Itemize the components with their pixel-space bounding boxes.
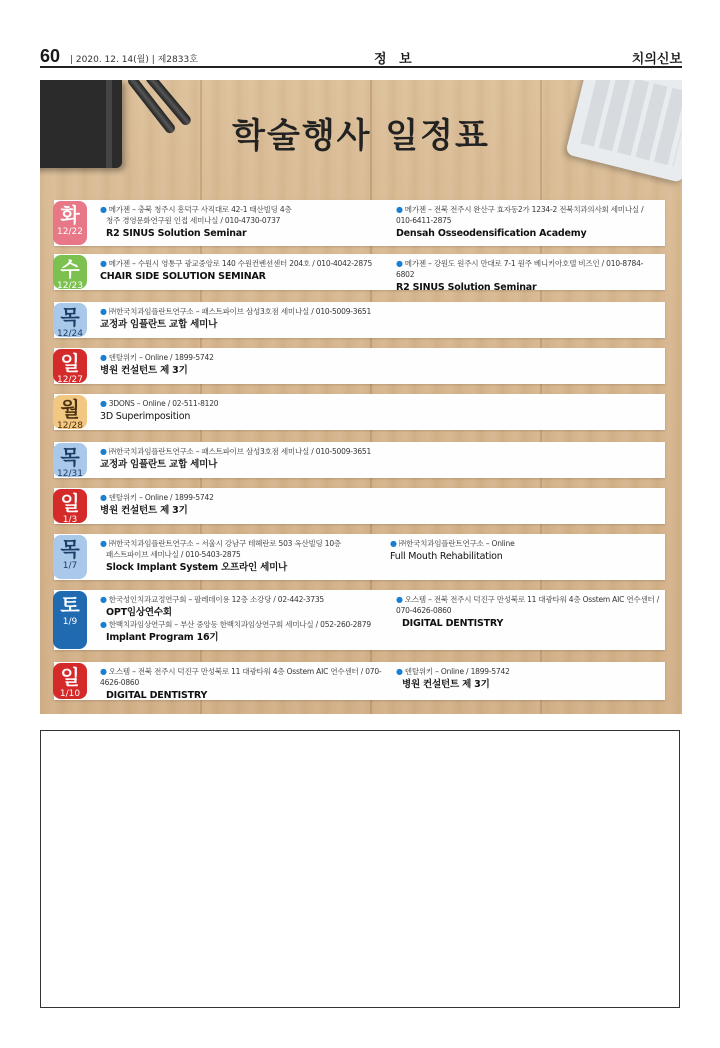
event-info: 덴탈위키 – Online / 1899-5742 bbox=[108, 493, 214, 502]
weekday: 목 bbox=[60, 445, 80, 469]
date: 12/23 bbox=[57, 281, 83, 291]
event-title: DIGITAL DENTISTRY bbox=[402, 618, 504, 629]
schedule-row bbox=[54, 662, 665, 700]
date: 1/10 bbox=[59, 689, 81, 699]
day-badge bbox=[53, 303, 87, 337]
day-badge bbox=[53, 255, 87, 289]
event: ● ㈜한국치과임플란트연구소 – Online Full Mouth Rehabilitation bbox=[390, 538, 655, 563]
weekday: 월 bbox=[60, 397, 80, 421]
event-title: CHAIR SIDE SOLUTION SEMINAR bbox=[100, 271, 266, 282]
event-info: 한백치과임상연구회 – 부산 중앙동 한백치과임상연구회 세미나실 / 052-260-2879 bbox=[108, 620, 371, 629]
event: ● 한국성인치과교정연구회 – 팔레데이용 12층 소강당 / 02-442-3735 OPT임상연수회 ● 한백치과임상연구회 – 부산 중앙동 한백치과임상연구회 세미나실 / 052-260-2879 Implant Program 16기 bbox=[100, 594, 390, 644]
schedule-row bbox=[54, 534, 665, 580]
schedule-row bbox=[54, 254, 665, 293]
event-title: Full Mouth Rehabilitation bbox=[390, 551, 503, 562]
event-title: 3D Superimposition bbox=[100, 411, 191, 422]
event-info: 메가젠 – 수원시 영통구 광교중앙로 140 수원컨벤션센터 204호 / 010-4042-2875 bbox=[108, 259, 373, 268]
day-badge bbox=[53, 349, 87, 383]
event-info: ㈜한국치과임플란트연구소 – 서울시 강남구 테헤란로 503 옥산빌딩 10층 bbox=[108, 539, 341, 548]
day-badge bbox=[53, 443, 87, 477]
page-header bbox=[40, 46, 682, 68]
weekday: 일 bbox=[60, 665, 80, 689]
event-title: 교정과 임플란트 교합 세미나 bbox=[100, 319, 218, 330]
event-info-2: 청주 경영문화연구원 인접 세미나실 / 010-4730-0737 bbox=[106, 216, 281, 225]
day-badge bbox=[53, 489, 87, 523]
empty-ad-frame bbox=[40, 730, 680, 1008]
event: ● ㈜한국치과임플란트연구소 – 서울시 강남구 테헤란로 503 옥산빌딩 10층 패스트파이브 세미나실 / 010-5403-2875 Slock Implant System 오프라인 세미나 bbox=[100, 538, 390, 574]
weekday: 일 bbox=[60, 351, 80, 375]
event-info: ㈜한국치과임플란트연구소 – 패스트파이브 삼성3호점 세미나실 / 010-5009-3651 bbox=[108, 447, 372, 456]
weekday: 일 bbox=[60, 491, 80, 515]
publication-name: 치의신보 bbox=[631, 52, 682, 67]
weekday: 수 bbox=[60, 257, 80, 281]
event: ● ㈜한국치과임플란트연구소 – 패스트파이브 삼성3호점 세미나실 / 010-5009-3651 교정과 임플란트 교합 세미나 bbox=[100, 446, 500, 471]
date: 1/7 bbox=[62, 561, 78, 571]
event-info: ㈜한국치과임플란트연구소 – 패스트파이브 삼성3호점 세미나실 / 010-5009-3651 bbox=[108, 307, 372, 316]
event-title: 병원 컨설턴트 제 3기 bbox=[402, 679, 490, 690]
day-badge bbox=[53, 663, 87, 699]
event-title: 병원 컨설턴트 제 3기 bbox=[100, 365, 188, 376]
event-title: R2 SINUS Solution Seminar bbox=[106, 228, 247, 239]
event: ● 3DONS – Online / 02-511-8120 3D Superimposition bbox=[100, 398, 390, 423]
day-badge bbox=[53, 201, 87, 245]
event-info: 3DONS – Online / 02-511-8120 bbox=[108, 399, 219, 408]
day-badge bbox=[53, 395, 87, 429]
issue-meta: | 2020. 12. 14(월) | 제2833호 bbox=[70, 55, 198, 65]
event-title: OPT임상연수회 bbox=[106, 607, 172, 618]
event: ● 메가젠 – 강원도 원주시 만대로 7-1 원주 베니키아호텔 비즈인 / 010-8784-6802 R2 SINUS Solution Seminar bbox=[396, 258, 661, 294]
schedule-row bbox=[54, 442, 665, 478]
event-title: DIGITAL DENTISTRY bbox=[106, 690, 208, 701]
event: ● 덴탈위키 – Online / 1899-5742 병원 컨설턴트 제 3기 bbox=[100, 352, 390, 377]
event-info-2: 패스트파이브 세미나실 / 010-5403-2875 bbox=[106, 550, 241, 559]
date: 12/31 bbox=[57, 469, 83, 479]
weekday: 목 bbox=[60, 537, 80, 561]
event-info: 덴탈위키 – Online / 1899-5742 bbox=[404, 667, 510, 676]
event-info: 오스템 – 전북 전주시 덕진구 만성북로 11 대광타워 4층 Osstem AIC 연수센터 / 070-4626-0860 bbox=[100, 667, 382, 687]
event-info: 오스템 – 전북 전주시 덕진구 만성북로 11 대광타워 4층 Osstem AIC 연수센터 / 070-4626-0860 bbox=[396, 595, 660, 615]
page-number: 60 bbox=[40, 46, 61, 66]
event-title: 교정과 임플란트 교합 세미나 bbox=[100, 459, 218, 470]
event-title: Implant Program 16기 bbox=[106, 632, 219, 643]
event-title: Densah Osseodensification Academy bbox=[396, 228, 587, 239]
schedule-row bbox=[54, 348, 665, 384]
event: ● ㈜한국치과임플란트연구소 – 패스트파이브 삼성3호점 세미나실 / 010-5009-3651 교정과 임플란트 교합 세미나 bbox=[100, 306, 500, 331]
day-badge bbox=[53, 591, 87, 649]
date: 12/27 bbox=[57, 375, 83, 385]
schedule-row bbox=[54, 302, 665, 338]
event: ● 오스템 – 전북 전주시 덕진구 만성북로 11 대광타워 4층 Osstem AIC 연수센터 / 070-4626-0860 DIGITAL DENTISTRY bbox=[100, 666, 390, 702]
event-title: R2 SINUS Solution Seminar bbox=[396, 282, 537, 293]
event-info: 메가젠 – 전북 전주시 완산구 효자동2가 1234-2 전북치과의사회 세미나실 / 010-6411-2875 bbox=[396, 205, 644, 225]
event: ● 덴탈위키 – Online / 1899-5742 병원 컨설턴트 제 3기 bbox=[396, 666, 661, 691]
event-info: 덴탈위키 – Online / 1899-5742 bbox=[108, 353, 214, 362]
event: ● 메가젠 – 수원시 영통구 광교중앙로 140 수원컨벤션센터 204호 / 010-4042-2875 CHAIR SIDE SOLUTION SEMINAR bbox=[100, 258, 390, 283]
event-info: ㈜한국치과임플란트연구소 – Online bbox=[398, 539, 515, 548]
event-info: 메가젠 – 충북 청주시 흥덕구 사직대로 42-1 태산빌딩 4층 bbox=[108, 205, 292, 214]
schedule-row bbox=[54, 590, 665, 650]
date: 12/24 bbox=[57, 329, 83, 339]
section-title: 정 보 bbox=[374, 52, 416, 67]
event: ● 덴탈위키 – Online / 1899-5742 병원 컨설턴트 제 3기 bbox=[100, 492, 390, 517]
schedule-board bbox=[40, 80, 682, 714]
board-title: 학술행사 일정표 bbox=[232, 116, 490, 156]
event-title: Slock Implant System 오프라인 세미나 bbox=[106, 562, 288, 573]
weekday: 화 bbox=[60, 203, 80, 227]
weekday: 토 bbox=[60, 593, 80, 617]
date: 12/28 bbox=[57, 421, 83, 431]
event-info: 한국성인치과교정연구회 – 팔레데이용 12층 소강당 / 02-442-3735 bbox=[108, 595, 324, 604]
event: ● 오스템 – 전북 전주시 덕진구 만성북로 11 대광타워 4층 Osstem AIC 연수센터 / 070-4626-0860 DIGITAL DENTISTRY bbox=[396, 595, 660, 629]
schedule-row bbox=[54, 488, 665, 524]
date: 12/22 bbox=[57, 227, 83, 237]
day-badge bbox=[53, 535, 87, 579]
date: 1/9 bbox=[62, 617, 78, 627]
event-info: 메가젠 – 강원도 원주시 만대로 7-1 원주 베니키아호텔 비즈인 / 010-8784-6802 bbox=[396, 259, 644, 279]
weekday: 목 bbox=[60, 305, 80, 329]
date: 1/3 bbox=[62, 515, 78, 525]
schedule-row bbox=[54, 394, 665, 430]
event: ● 메가젠 – 전북 전주시 완산구 효자동2가 1234-2 전북치과의사회 세미나실 / 010-6411-2875 Densah Osseodensification Academy bbox=[396, 204, 661, 240]
event: ● 메가젠 – 충북 청주시 흥덕구 사직대로 42-1 태산빌딩 4층 청주 경영문화연구원 인접 세미나실 / 010-4730-0737 R2 SINUS Solution Seminar bbox=[100, 204, 390, 240]
schedule-row bbox=[54, 200, 665, 246]
event-title: 병원 컨설턴트 제 3기 bbox=[100, 505, 188, 516]
